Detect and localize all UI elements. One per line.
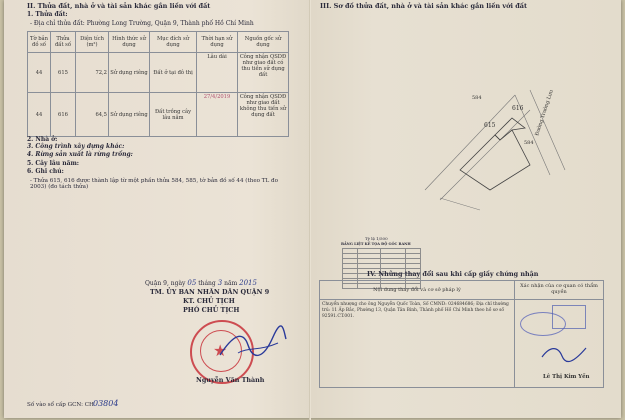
confirm-signer-name: Lê Thị Kim Yến	[543, 374, 590, 380]
office-stamp	[552, 305, 586, 329]
col-header: Tờ bản đồ số	[28, 32, 51, 53]
land-plot-heading: 1. Thửa đất:	[27, 11, 68, 18]
signature-mark	[540, 342, 590, 364]
deputy-label: KT. CHỦ TỊCH	[183, 297, 235, 305]
plot-outline	[460, 130, 530, 190]
date-day: 05	[187, 279, 197, 287]
cell: 27/4/2019	[197, 93, 238, 137]
cell: 64,5	[76, 93, 109, 137]
cell: Sử dụng riêng	[109, 53, 150, 93]
cell: 44	[28, 93, 51, 137]
registry-number-label: Số vào sổ cấp GCN: CH	[27, 402, 94, 408]
cell: 616	[51, 93, 76, 137]
page-fold	[309, 0, 311, 420]
star-icon: ★	[213, 341, 228, 360]
perennial-heading: 5. Cây lâu năm:	[27, 160, 80, 167]
parcel-615-label: 615	[484, 122, 496, 129]
plot-outline	[495, 118, 525, 140]
boundary-line	[440, 198, 480, 210]
vice-chair-title: PHÓ CHỦ TỊCH	[183, 306, 240, 314]
table-row	[28, 53, 289, 93]
map-scale: Tỷ lệ 1/500	[365, 236, 388, 241]
issuer-name: TM. ỦY BAN NHÂN DÂN QUẬN 9	[150, 288, 270, 296]
col-header: Xác nhận của cơ quan có thẩm quyền	[515, 281, 604, 300]
cell: 44	[28, 53, 51, 93]
section-2-title: II. Thửa đất, nhà ở và tài sản khác gắn liền với đất	[27, 2, 211, 10]
note-text: - Thửa 615, 616 được thành lập từ một phần thửa 584, 585, tờ bản đồ số 44 (theo TL đo 2003) (đo tách thửa)	[30, 178, 278, 191]
date-month: 3	[217, 279, 223, 287]
change-entry: Chuyển nhượng cho ông Nguyễn Quốc Toàn, Số CMND: 024684686; Địa chỉ thường trú: 11 Ấp Bắc, Phường 13, Quận Tân Bình, Thành phố Hồ Chí Minh theo hồ sơ số 92591.CT.001.	[320, 300, 515, 388]
cell: Công nhận QSDĐ như giao đất không thu tiền sử dụng đất	[238, 93, 289, 137]
col-header: Nội dung thay đổi và cơ sở pháp lý	[320, 281, 515, 300]
col-header: Mục đích sử dụng	[150, 32, 197, 53]
date-year-label: năm	[224, 280, 238, 287]
table-header-row	[320, 281, 604, 300]
signature-mark	[218, 325, 288, 365]
parcel-616-label: 616	[512, 105, 524, 112]
cell: Sử dụng riêng	[109, 93, 150, 137]
date-year: 2015	[239, 279, 257, 287]
land-plot-table	[27, 31, 289, 137]
cell: Đất trồng cây lâu năm	[150, 93, 197, 137]
col-header: Thời hạn sử dụng	[197, 32, 238, 53]
plot-diagram	[420, 40, 580, 215]
col-header: Diện tích (m²)	[76, 32, 109, 53]
signer-name: Nguyễn Văn Thành	[196, 376, 265, 384]
boundary-line	[425, 95, 515, 190]
coord-table-title: BẢNG LIỆT KÊ TỌA ĐỘ GÓC RANH	[341, 242, 411, 246]
road-label: Đường Trường Lưu	[534, 89, 555, 137]
changes-table	[319, 280, 604, 388]
cell: 615	[51, 53, 76, 93]
other-works-heading: 3. Công trình xây dựng khác:	[27, 143, 125, 150]
section-4-title: IV. Những thay đổi sau khi cấp giấy chứng nhận	[367, 270, 539, 278]
cell: Lâu dài	[197, 53, 238, 93]
col-header: Thửa đất số	[51, 32, 76, 53]
col-header: Nguồn gốc sử dụng	[238, 32, 289, 53]
registry-number-value: 03804	[93, 399, 119, 408]
col-header: Hình thức sử dụng	[109, 32, 150, 53]
date-month-label: tháng	[198, 280, 216, 287]
house-heading: 2. Nhà ở:	[27, 136, 58, 143]
cell: Công nhận QSDĐ như giao đất có thu tiền sử dụng đất	[238, 53, 289, 93]
section-3-title: III. Sơ đồ thửa đất, nhà ở và tài sản khác gắn liền với đất	[320, 2, 527, 10]
forest-heading: 4. Rừng sản xuất là rừng trồng:	[27, 151, 133, 158]
issue-date	[145, 279, 257, 288]
parcel-584b-label: 584	[524, 140, 534, 146]
table-header-row	[28, 32, 289, 53]
table-row	[28, 93, 289, 137]
date-prefix: Quận 9, ngày	[145, 280, 186, 287]
plot-address: - Địa chỉ thửa đất: Phường Long Trường, Quận 9, Thành phố Hồ Chí Minh	[30, 20, 254, 27]
cell: Đất ở tại đô thị	[150, 53, 197, 93]
note-heading: 6. Ghi chú:	[27, 168, 64, 175]
parcel-584-label: 584	[472, 95, 482, 101]
cell: 72,2	[76, 53, 109, 93]
